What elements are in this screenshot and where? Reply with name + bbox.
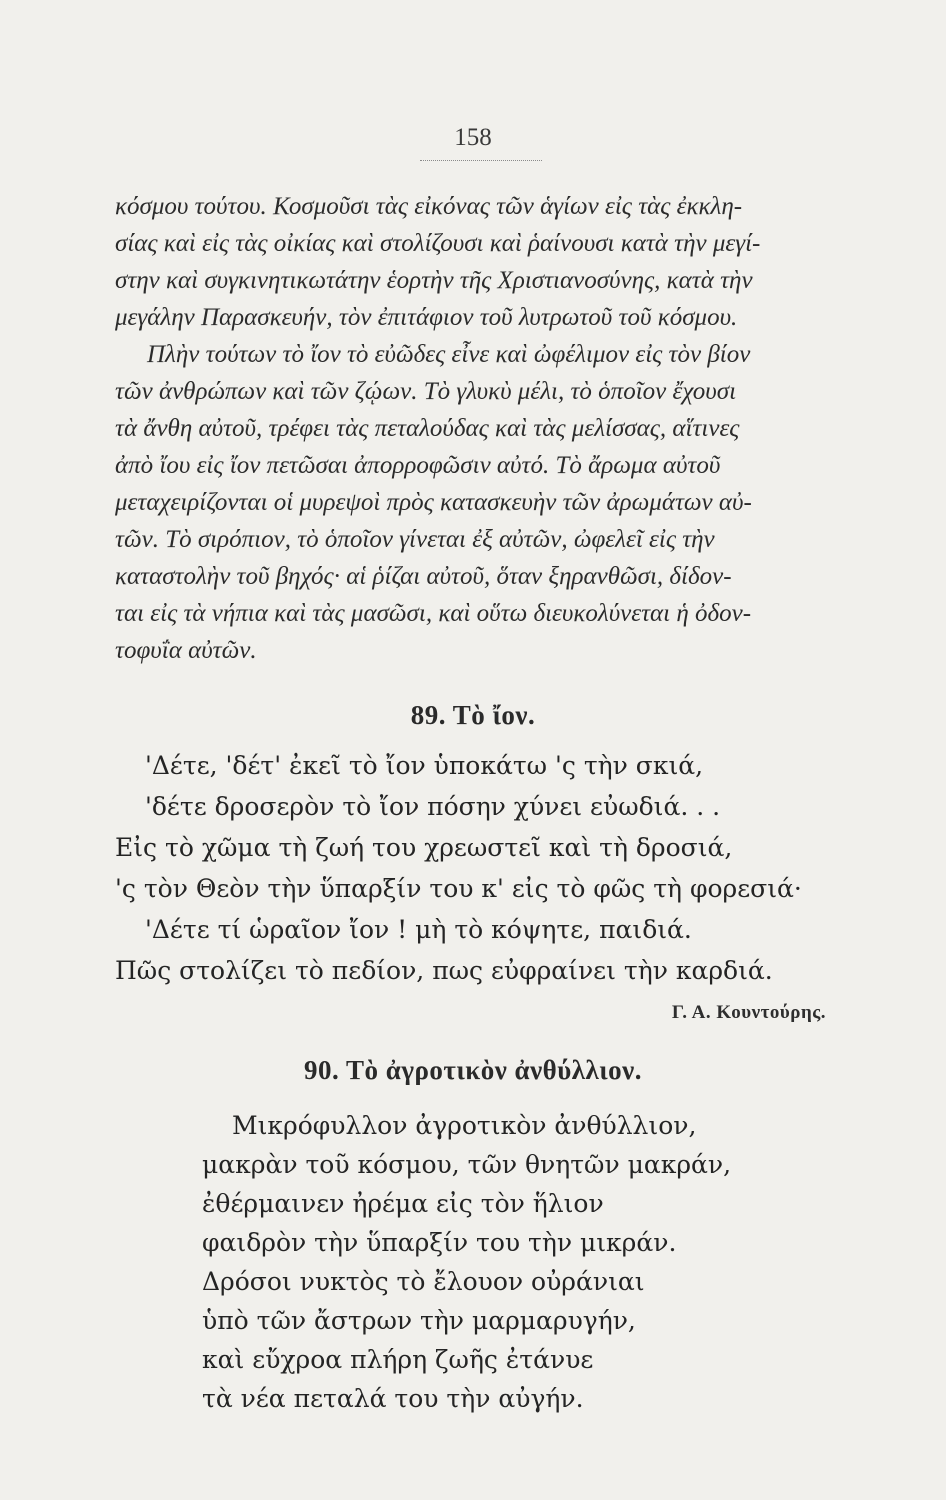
poem-line: 'Δέτε, 'δέτ' ἐκεῖ τὸ ἴον ὑποκάτω 'ς τὴν σκιά, [145, 751, 704, 780]
prose-line: ἀπὸ ἴου εἰς ἴον πετῶσαι ἀπορροφῶσιν αὐτό. Τὸ ἄρωμα αὐτοῦ [115, 452, 721, 479]
section-90-heading: 90. Τὸ ἀγροτικὸν ἀνθύλλιον. [304, 1055, 642, 1085]
poem-line: 'ς τὸν Θεὸν τὴν ὕπαρξίν του κ' εἰς τὸ φῶς τὴ φορεσιά· [115, 874, 802, 903]
prose-line: τὰ ἄνθη αὐτοῦ, τρέφει τὰς πεταλούδας καὶ τὰς μελίσσας, αἵτινες [115, 415, 740, 442]
poem-line: 'δέτε δροσερὸν τὸ ἴον πόσην χύνει εὐωδιά. . . [145, 792, 721, 821]
poem-line: Δρόσοι νυκτὸς τὸ ἔλουον οὐράνιαι [202, 1267, 645, 1296]
prose-line: Πλὴν τούτων τὸ ἴον τὸ εὐῶδες εἶνε καὶ ὠφέλιμον εἰς τὸν βίον [147, 341, 751, 368]
prose-line: τῶν. Τὸ σιρόπιον, τὸ ὁποῖον γίνεται ἐξ αὐτῶν, ὠφελεῖ εἰς τὴν [115, 526, 715, 553]
poem-line: ὑπὸ τῶν ἄστρων τὴν μαρμαρυγήν, [202, 1306, 636, 1335]
poem-line: μακρὰν τοῦ κόσμου, τῶν θνητῶν μακράν, [202, 1150, 732, 1179]
prose-line: στην καὶ συγκινητικωτάτην ἑορτὴν τῆς Χριστιανοσύνης, κατὰ τὴν [115, 267, 753, 294]
section-89-heading: 89. Τὸ ἴον. [410, 700, 536, 730]
prose-line: τῶν ἀνθρώπων καὶ τῶν ζῴων. Τὸ γλυκὺ μέλι, τὸ ὁποῖον ἔχουσι [115, 378, 737, 405]
prose-line: τοφυΐα αὐτῶν. [115, 637, 257, 664]
poem-line: φαιδρὸν τὴν ὕπαρξίν του τὴν μικράν. [202, 1228, 677, 1257]
prose-line: μεταχειρίζονται οἱ μυρεψοὶ πρὸς κατασκευὴν τῶν ἀρωμάτων αὐ- [115, 489, 752, 516]
prose-line: ται εἰς τὰ νήπια καὶ τὰς μασῶσι, καὶ οὕτω διευκολύνεται ἡ ὀδον- [115, 600, 752, 627]
author-signature: Γ. Α. Κουντούρης. [671, 1002, 826, 1023]
prose-line: μεγάλην Παρασκευήν, τὸν ἐπιτάφιον τοῦ λυτρωτοῦ τοῦ κόσμου. [115, 304, 738, 331]
poem-line: τὰ νέα πεταλά του τὴν αὐγήν. [202, 1384, 584, 1413]
poem-line: ἐθέρμαινεν ἠρέμα εἰς τὸν ἥλιον [202, 1189, 604, 1218]
prose-line: καταστολὴν τοῦ βηχός· αἱ ῥίζαι αὐτοῦ, ὅταν ξηρανθῶσι, δίδον- [115, 563, 732, 590]
prose-line: κόσμου τούτου. Κοσμοῦσι τὰς εἰκόνας τῶν ἁγίων εἰς τὰς ἐκκλη- [115, 193, 743, 220]
poem-line: Εἰς τὸ χῶμα τὴ ζωή του χρεωστεῖ καὶ τὴ δροσιά, [115, 833, 733, 862]
poem-line: Μικρόφυλλον ἀγροτικὸν ἀνθύλλιον, [232, 1111, 697, 1140]
poem-line: Πῶς στολίζει τὸ πεδίον, πως εὐφραίνει τὴν καρδιά. [115, 956, 773, 985]
poem-line: 'Δέτε τί ὡραῖον ἴον ! μὴ τὸ κόψητε, παιδιά. [145, 915, 692, 944]
prose-line: σίας καὶ εἰς τὰς οἰκίας καὶ στολίζουσι καὶ ῥαίνουσι κατὰ τὴν μεγί- [115, 230, 761, 257]
page-number-rule [420, 160, 542, 161]
page-number: 158 [454, 124, 492, 151]
poem-line: καὶ εὔχροα πλήρη ζωῆς ἐτάνυε [202, 1345, 594, 1374]
